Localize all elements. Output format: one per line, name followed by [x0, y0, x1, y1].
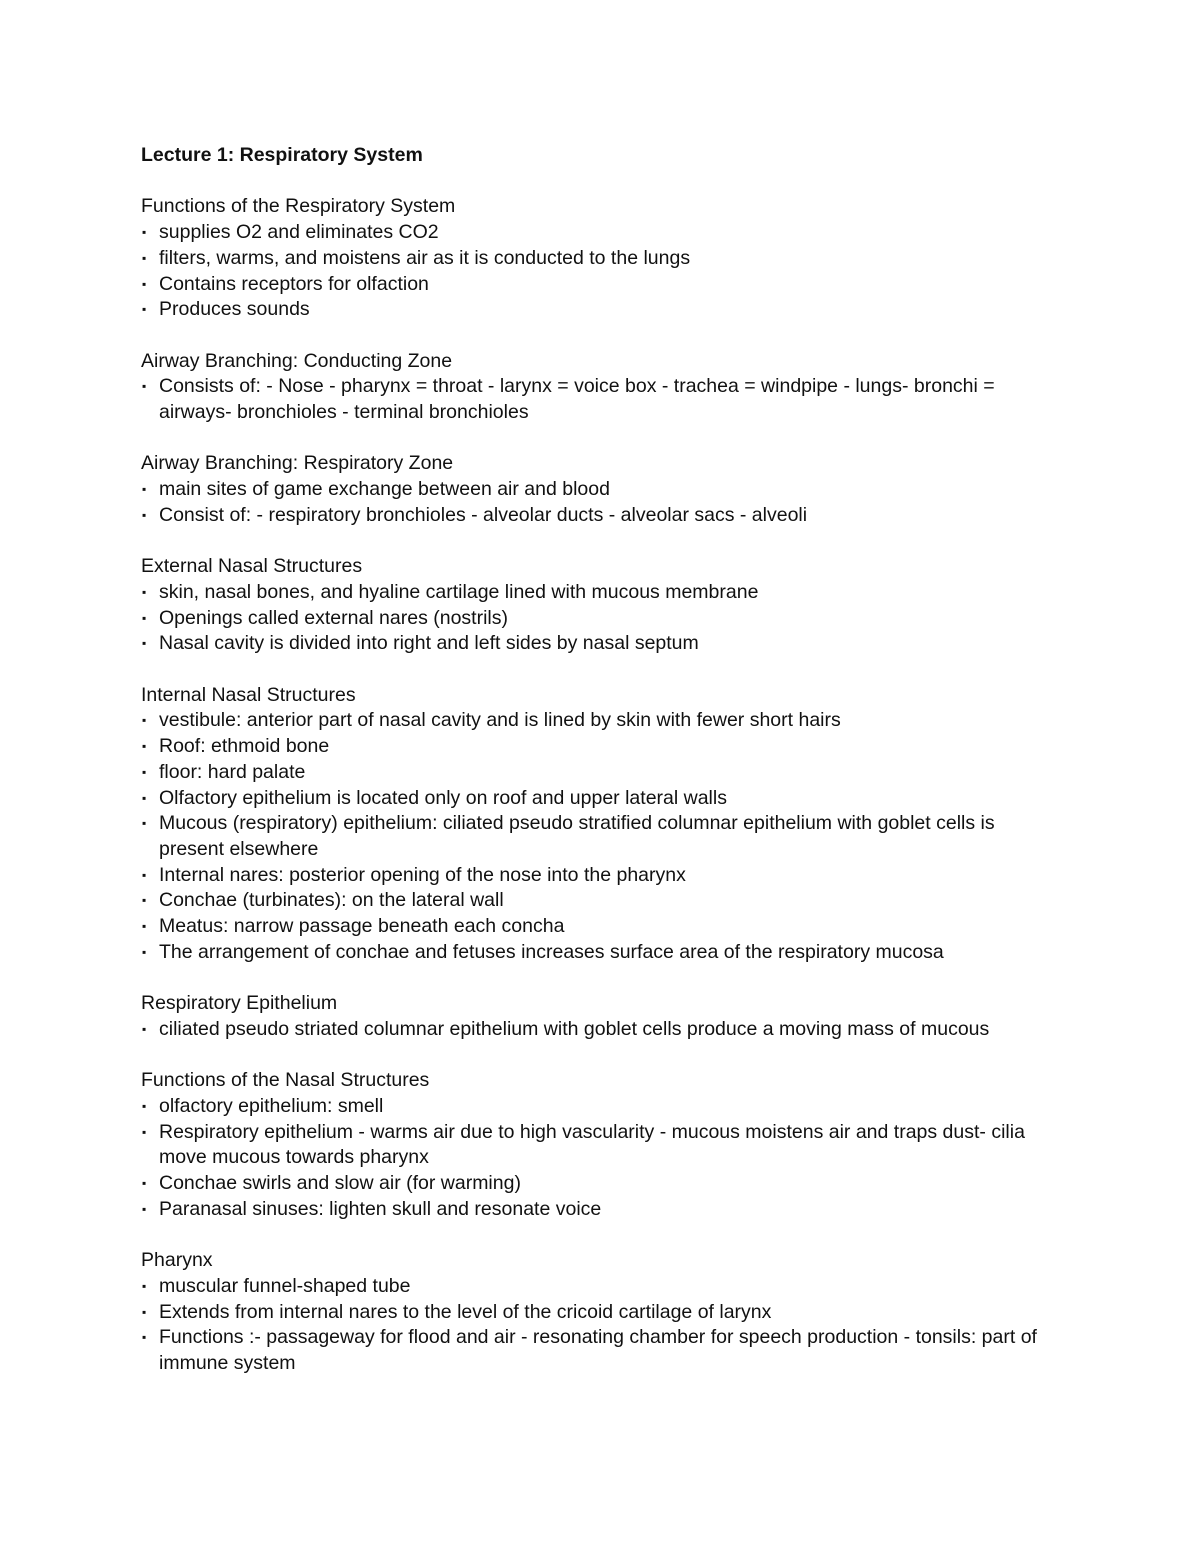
bullet-icon: ▪: [142, 276, 147, 291]
section: [141, 451, 1041, 528]
bullet-icon: ▪: [142, 919, 147, 934]
bullet-text: muscular funnel-shaped tube: [159, 1274, 411, 1297]
bullet-item: [141, 631, 1041, 657]
bullet-text: floor: hard palate: [159, 760, 306, 783]
section: [141, 1068, 1041, 1222]
bullet-text: Meatus: narrow passage beneath each concha: [159, 915, 565, 938]
bullet-icon: ▪: [142, 1098, 147, 1113]
bullet-icon: ▪: [142, 739, 147, 754]
bullet-text: Conchae (turbinates): on the lateral wall: [159, 889, 504, 912]
bullet-item: [141, 606, 1041, 632]
bullet-icon: ▪: [142, 764, 147, 779]
bullet-list: [141, 580, 1041, 657]
section-heading: Functions of the Respiratory System: [141, 195, 456, 218]
bullet-item: [141, 863, 1041, 889]
section-heading: External Nasal Structures: [141, 555, 363, 578]
bullet-item: [141, 477, 1041, 503]
bullet-icon: ▪: [142, 790, 147, 805]
bullet-text: skin, nasal bones, and hyaline cartilage lined with mucous membrane: [159, 580, 759, 603]
bullet-item: [141, 1120, 1041, 1171]
bullet-item: [141, 1171, 1041, 1197]
bullet-item: [141, 1094, 1041, 1120]
bullet-text: Nasal cavity is divided into right and left sides by nasal septum: [159, 632, 699, 655]
bullet-icon: ▪: [142, 1304, 147, 1319]
bullet-icon: ▪: [142, 636, 147, 651]
bullet-icon: ▪: [142, 482, 147, 497]
section-heading: Functions of the Nasal Structures: [141, 1069, 430, 1092]
section-heading: Airway Branching: Respiratory Zone: [141, 452, 454, 475]
bullet-icon: ▪: [142, 1330, 147, 1345]
document-title: Lecture 1: Respiratory System: [141, 144, 423, 166]
bullet-item: [141, 914, 1041, 940]
bullet-icon: ▪: [142, 225, 147, 240]
bullet-text: Extends from internal nares to the level of the cricoid cartilage of larynx: [159, 1300, 772, 1323]
section-heading: Pharynx: [141, 1249, 213, 1272]
bullet-item: [141, 708, 1041, 734]
bullet-icon: ▪: [142, 1124, 147, 1139]
bullet-text: Olfactory epithelium is located only on roof and upper lateral walls: [159, 786, 727, 809]
section-heading: Respiratory Epithelium: [141, 992, 338, 1015]
bullet-icon: ▪: [142, 816, 147, 831]
bullet-icon: ▪: [142, 302, 147, 317]
bullet-item: [141, 760, 1041, 786]
bullet-item: [141, 1300, 1041, 1326]
bullet-item: [141, 811, 1041, 862]
bullet-item: [141, 246, 1041, 272]
bullet-text: Mucous (respiratory) epithelium: ciliated pseudo stratified columnar epithelium with goblet cells is present elsewhere: [159, 812, 995, 860]
bullet-list: [141, 477, 1041, 528]
section: [141, 1248, 1041, 1377]
bullet-item: [141, 272, 1041, 298]
section: [141, 683, 1041, 966]
bullet-text: The arrangement of conchae and fetuses increases surface area of the respiratory mucosa: [159, 940, 944, 963]
bullet-item: [141, 888, 1041, 914]
bullet-text: main sites of game exchange between air and blood: [159, 478, 610, 501]
bullet-icon: ▪: [142, 1176, 147, 1191]
bullet-icon: ▪: [142, 893, 147, 908]
bullet-item: [141, 297, 1041, 323]
bullet-text: supplies O2 and eliminates CO2: [159, 221, 439, 244]
bullet-list: [141, 374, 1041, 425]
bullet-text: olfactory epithelium: smell: [159, 1094, 384, 1117]
bullet-text: Consists of: - Nose - pharynx = throat - larynx = voice box - trachea = windpipe - lungs- bronchi = airways- bronchioles - terminal bronchioles: [159, 375, 995, 423]
bullet-icon: ▪: [142, 584, 147, 599]
bullet-item: [141, 786, 1041, 812]
bullet-icon: ▪: [142, 250, 147, 265]
bullet-text: Respiratory epithelium - warms air due to high vascularity - mucous moistens air and traps dust- cilia move mucous towards pharynx: [159, 1120, 1025, 1169]
bullet-item: [141, 1197, 1041, 1223]
section: [141, 554, 1041, 657]
bullet-list: [141, 1017, 1041, 1043]
bullet-icon: ▪: [142, 867, 147, 882]
bullet-text: ciliated pseudo striated columnar epithelium with goblet cells produce a moving mass of mucous: [159, 1017, 990, 1040]
bullet-text: vestibule: anterior part of nasal cavity and is lined by skin with fewer short hairs: [159, 709, 841, 732]
bullet-text: Openings called external nares (nostrils): [159, 606, 509, 629]
bullet-icon: ▪: [142, 1278, 147, 1293]
section: [141, 194, 1041, 323]
bullet-item: [141, 220, 1041, 246]
bullet-list: [141, 708, 1041, 965]
bullet-item: [141, 374, 1041, 425]
bullet-item: [141, 734, 1041, 760]
bullet-text: filters, warms, and moistens air as it is conducted to the lungs: [159, 246, 691, 269]
section: [141, 991, 1041, 1042]
bullet-list: [141, 1274, 1041, 1377]
bullet-icon: ▪: [142, 713, 147, 728]
document-content: [141, 143, 1041, 1402]
bullet-list: [141, 220, 1041, 323]
bullet-icon: ▪: [142, 1201, 147, 1216]
bullet-text: Produces sounds: [159, 298, 310, 321]
bullet-icon: ▪: [142, 944, 147, 959]
bullet-item: [141, 1017, 1041, 1043]
bullet-text: Internal nares: posterior opening of the nose into the pharynx: [159, 863, 686, 886]
bullet-item: [141, 1325, 1041, 1376]
section: [141, 349, 1041, 426]
bullet-text: Consist of: - respiratory bronchioles - alveolar ducts - alveolar sacs - alveoli: [159, 503, 808, 526]
bullet-text: Paranasal sinuses: lighten skull and resonate voice: [159, 1197, 602, 1220]
bullet-text: Contains receptors for olfaction: [159, 272, 429, 295]
bullet-icon: ▪: [142, 610, 147, 625]
bullet-item: [141, 503, 1041, 529]
bullet-item: [141, 580, 1041, 606]
section-heading: Internal Nasal Structures: [141, 683, 356, 706]
bullet-icon: ▪: [142, 1021, 147, 1036]
bullet-text: Roof: ethmoid bone: [159, 735, 330, 758]
bullet-item: [141, 940, 1041, 966]
bullet-text: Conchae swirls and slow air (for warming): [159, 1172, 521, 1195]
bullet-item: [141, 1274, 1041, 1300]
sections-container: [141, 194, 1041, 1376]
section-heading: Airway Branching: Conducting Zone: [141, 349, 453, 372]
bullet-icon: ▪: [142, 379, 147, 394]
bullet-text: Functions :- passageway for flood and air - resonating chamber for speech production - tonsils: part of immune system: [159, 1326, 1037, 1374]
bullet-list: [141, 1094, 1041, 1223]
bullet-icon: ▪: [142, 507, 147, 522]
